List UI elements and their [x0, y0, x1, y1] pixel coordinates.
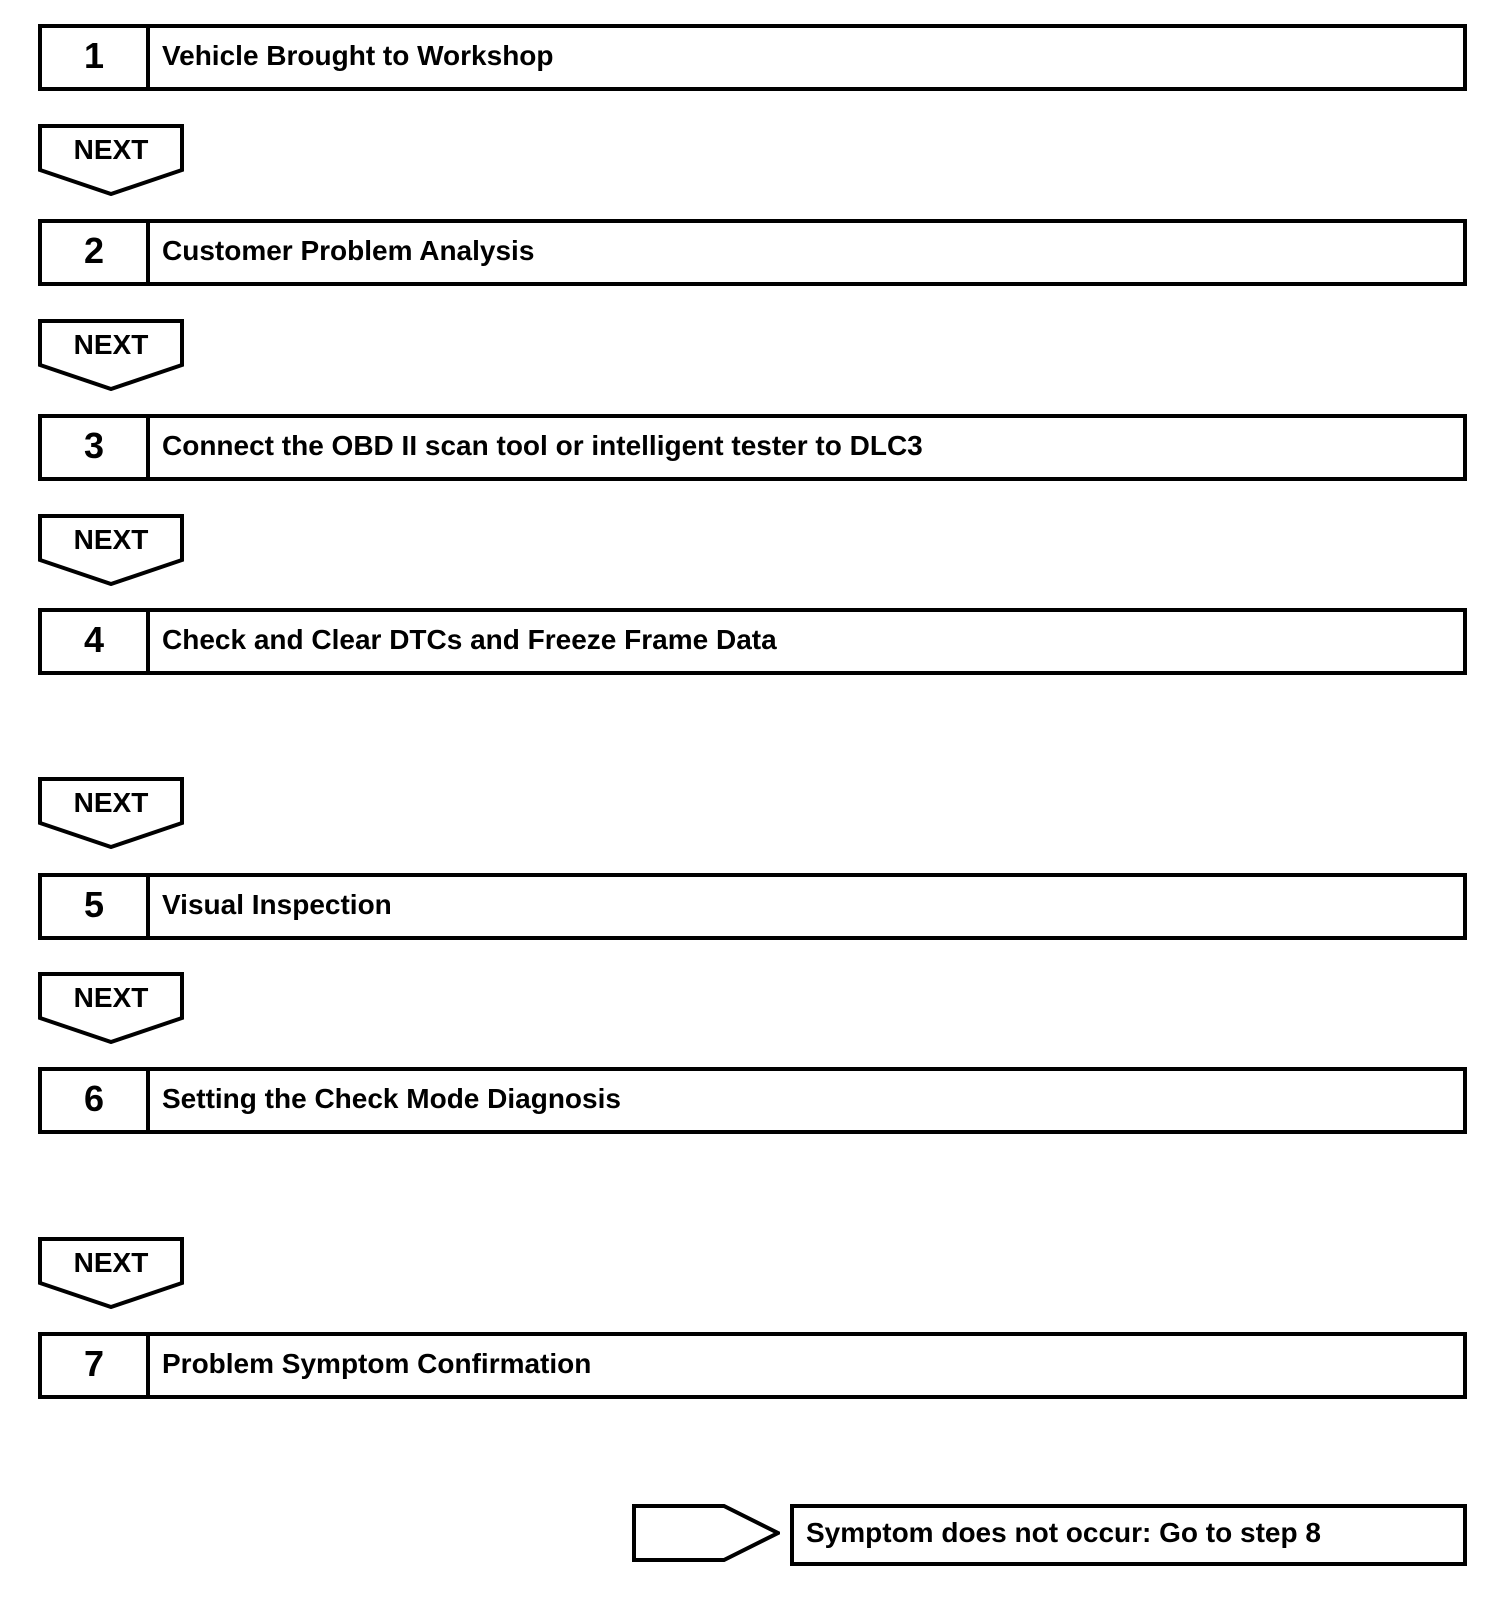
step-6-box	[38, 1067, 1467, 1134]
step-number: 7	[42, 1336, 150, 1395]
step-label: Check and Clear DTCs and Freeze Frame Data	[162, 623, 777, 655]
next-arrow-3	[38, 514, 184, 586]
step-number: 3	[42, 418, 150, 477]
step-label: Customer Problem Analysis	[162, 234, 535, 266]
step-5-box	[38, 873, 1467, 940]
step-2-box	[38, 219, 1467, 286]
step-1-box	[38, 24, 1467, 91]
right-arrow-icon	[632, 1504, 780, 1562]
step-label: Problem Symptom Confirmation	[162, 1347, 592, 1379]
next-label: NEXT	[73, 1247, 149, 1278]
next-arrow-2	[38, 319, 184, 391]
next-arrow-1	[38, 124, 184, 196]
step-label: Connect the OBD II scan tool or intelligent tester to DLC3	[162, 429, 923, 461]
step-label: Vehicle Brought to Workshop	[162, 39, 554, 71]
step-label: Setting the Check Mode Diagnosis	[162, 1082, 621, 1114]
next-label: NEXT	[73, 524, 149, 555]
next-arrow-5	[38, 972, 184, 1044]
next-arrow-4	[38, 777, 184, 849]
branch-result-label: Symptom does not occur: Go to step 8	[806, 1517, 1321, 1548]
next-label: NEXT	[73, 787, 149, 818]
step-number: 5	[42, 877, 150, 936]
step-4-box	[38, 608, 1467, 675]
next-label: NEXT	[73, 329, 149, 360]
next-arrow-6	[38, 1237, 184, 1309]
next-label: NEXT	[73, 134, 149, 165]
step-label: Visual Inspection	[162, 888, 392, 920]
branch-result-box	[790, 1504, 1467, 1566]
step-number: 1	[42, 28, 150, 87]
step-number: 4	[42, 612, 150, 671]
step-number: 2	[42, 223, 150, 282]
step-number: 6	[42, 1071, 150, 1130]
step-7-box	[38, 1332, 1467, 1399]
step-3-box	[38, 414, 1467, 481]
next-label: NEXT	[73, 982, 149, 1013]
